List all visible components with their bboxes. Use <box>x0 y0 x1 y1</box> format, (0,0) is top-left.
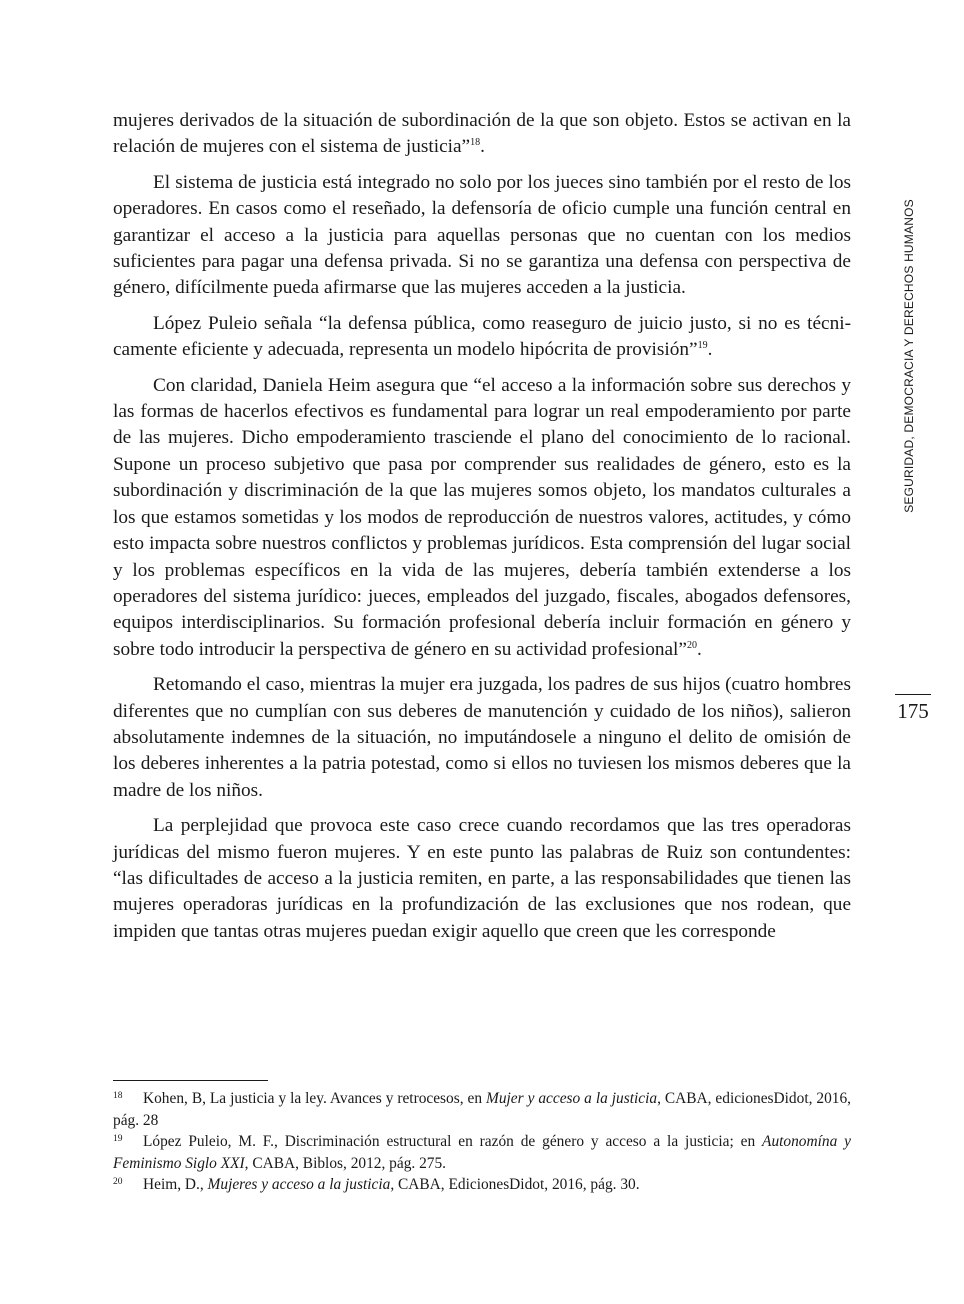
footnote-title: Autonomína y Feminismo Siglo XXI <box>113 1133 851 1172</box>
footnote-text: López Puleio, M. F., Discriminación estructural en razón de género y acceso a la justicia; en <box>143 1133 763 1150</box>
footnote-separator <box>113 1080 268 1081</box>
paragraph <box>113 813 851 945</box>
footnote: 18 Kohen, B, La justicia y la ley. Avances y retrocesos, en Mujer y acceso a la justicia, CABA, edicionesDidot, 2016, pág. 28 <box>113 1090 852 1129</box>
footnote-ref: 20 <box>686 639 697 651</box>
paragraph-tail: . <box>696 638 702 660</box>
paragraph-text: Con claridad, Daniela Heim asegura que “el acceso a la información sobre sus derechos y las formas de hacerlos efectivos es fundamental para lograr un real empoderamiento por parte de las mujeres. Dicho empoderamiento trasciende el plano del conocimiento de lo racional. Supone un proceso subjetivo que pasa por comprender sus realidades de género, esto es la subordinación y discriminación de la que las mujeres somos objeto, los mandatos culturales a los que estamos sometidas y los modos de reproducción de nuestros valores, actitudes, y cómo esto impacta sobre nuestros conflictos y problemas jurídicos. Esta comprensión del lugar social y los problemas específicos en la vida de las mujeres, debería también extenderse a los operadores del sistema jurídico: jueces, empleados del juzgado, fiscales, abogados defensores, equipos interdisciplinarios. Su formación profesional debería incluir formación en género y sobre todo introducir la perspectiva de género en su actividad profesional” <box>113 374 851 660</box>
footnote-text: Kohen, B, La justicia y la ley. Avances y retrocesos, en <box>143 1090 487 1107</box>
paragraph <box>113 672 851 804</box>
page-number-rule <box>895 694 931 695</box>
footnote-text: , CABA, EdicionesDidot, 2016, pág. 30. <box>390 1176 640 1193</box>
footnote-text: , CABA, Biblos, 2012, pág. 275. <box>244 1154 447 1172</box>
paragraph <box>113 311 851 364</box>
footnote-title: Mujer y acceso a la justicia <box>486 1090 658 1107</box>
paragraph <box>113 170 851 302</box>
footnotes <box>113 1088 851 1196</box>
footnote-title: Mujeres y acceso a la justicia <box>207 1176 391 1193</box>
paragraph-text: El sistema de justicia está integrado no solo por los jueces sino también por el resto de los operadores. En casos como el reseñado, la defensoría de oficio cumple una función central en garantizar el acceso a la justicia para aquellas personas que no cuentan con los medios suficientes para pagar una defensa privada. Si no se garantiza una defensa con perspectiva de género, difícilmente pueda afirmarse que las mujeres acceden a la justicia. <box>113 171 851 299</box>
paragraph-text: Retomando el caso, mientras la mujer era juzgada, los padres de sus hijos (cuatro hombres diferentes que no cumplían con sus deberes de manutención y cuidado de los niños), salieron absolutamente indemnes de la situación, no imputándosele a ninguno el delito de omisión de los deberes inherentes a la patria potestad, como si ellos no tuviesen los mismos deberes que la madre de los niños. <box>113 674 851 801</box>
footnote-ref: 18 <box>470 137 481 149</box>
running-header-text: SEGURIDAD, DEMOCRACIA Y DERECHOS HUMANOS <box>902 199 917 513</box>
paragraph <box>113 373 851 663</box>
paragraph-tail: . <box>707 339 713 361</box>
paragraph-text: mujeres derivados de la situación de subordinación de la que son objeto. Estos se activan en la relación de mujeres con el sistema de justicia” <box>113 110 851 158</box>
footnote-text: Heim, D., <box>143 1176 208 1193</box>
running-header <box>891 200 927 512</box>
paragraph-text: López Puleio señala “la defensa pública, como reaseguro de juicio justo, si no es técnicamente eficiente y adecuada, representa un modelo hipócrita de provisión” <box>113 312 851 361</box>
footnote: 20 Heim, D., Mujeres y acceso a la justicia, CABA, EdicionesDidot, 2016, pág. 30. <box>113 1176 640 1193</box>
paragraph-text: La perplejidad que provoca este caso crece cuando recordamos que las tres operadoras jurídicas del mismo fueron mujeres. Y en este punto las palabras de Ruiz son contundentes: “las dificultades de acceso a la justicia remiten, en parte, a las responsabilidades que tienen las mujeres operadoras jurídicas en la profundización de las exclusiones que nos rodean, que impiden que tantas otras mujeres puedan exigir aquello que creen que les corresponde <box>113 815 851 942</box>
body-text <box>113 108 851 954</box>
footnote-text: , CABA, edicionesDidot, 2016, pág. 28 <box>113 1090 852 1129</box>
paragraph-tail: . <box>480 136 485 158</box>
paragraph <box>113 108 851 161</box>
footnote: 19 López Puleio, M. F., Discriminación estructural en razón de género y acceso a la justicia; en Autonomína y Feminismo Siglo XXI, CABA, Biblos, 2012, pág. 275. <box>113 1133 851 1172</box>
footnote-ref: 19 <box>697 340 708 352</box>
page-number: 175 <box>897 699 929 723</box>
